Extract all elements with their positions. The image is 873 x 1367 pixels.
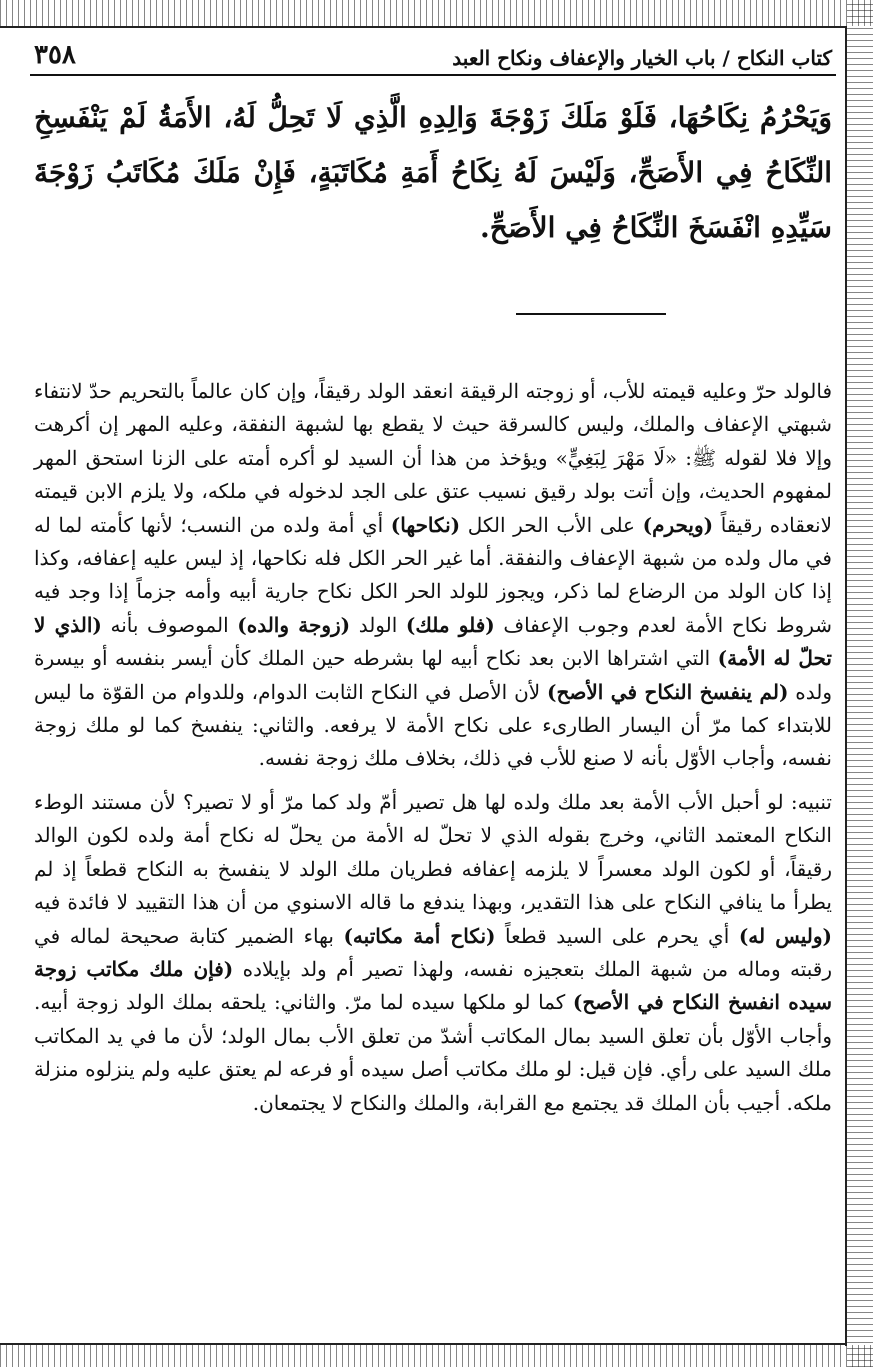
quoted-matn: (ويحرم) — [642, 512, 714, 537]
commentary-text: التي اشتراها الابن بعد نكاح أبيه لها بشرطه حين الملك كأن أيسر بنفسه أو بيسرة ولده — [34, 646, 832, 704]
commentary-text: الولد — [350, 612, 406, 637]
matn-text: وَيَحْرُمُ نِكَاحُهَا، فَلَوْ مَلَكَ زَوْجَةَ وَالِدِهِ الَّذِي لَا تَحِلُّ لَهُ، الأَمَةُ لَمْ يَنْفَسِخِ النِّكَاحُ فِي الأَصَحِّ، وَلَيْسَ لَهُ نِكَاحُ أَمَةِ مُكَاتَبَةٍ، فَإِنْ مَلَكَ مُكَاتَبُ زَوْجَةَ سَيِّدِهِ انْفَسَخَ النِّكَاحُ فِي الأَصَحِّ. — [34, 101, 832, 244]
decorative-border-right — [847, 0, 873, 1367]
footnote-separator — [516, 313, 666, 315]
commentary-text: تنبيه: لو أحبل الأب الأمة بعد ملك ولده لها هل تصير أمّ ولد كما مرّ أو لا تصير؟ لأن مستند الوطء النكاح المعتمد الثاني، وخرج بقوله الذي لا تحلّ له الأمة من يحلّ له نكاح أمة ولده لكون الوالد رقيقاً، أو لكون الولد معسراً لا يلزمه إعفافه فطريان ملك الولد لا ينفسخ به النكاح قطعاً إذ لم يطرأ ما ينافي النكاح على هذا التقدير، وبهذا يندفع ما قاله الاسنوي من أن هذا التقييد لا فائدة فيه — [34, 789, 833, 915]
quoted-matn: (نكاح أمة مكاتبه) — [343, 923, 496, 948]
quoted-matn: (نكاحها) — [390, 512, 461, 537]
chapter-title: كتاب النكاح / باب الخيار والإعفاف ونكاح العبد — [452, 46, 832, 70]
quoted-matn: (الذي لا تحلّ له الأمة) — [34, 612, 832, 671]
quoted-matn: (فلو ملك) — [405, 612, 495, 637]
commentary-text: بهاء الضمير كتابة صحيحة لماله في رقبته وماله من شبهة الملك بتعجيزه نفسه، ولهذا تصير أم ولد بإيلاده — [34, 923, 832, 981]
commentary-text: على الأب الحر الكل — [460, 512, 643, 537]
border-rule-bottom — [0, 1343, 847, 1345]
border-rule-right — [845, 26, 847, 1346]
document-page — [30, 28, 836, 1338]
commentary-text: فالولد حرّ وعليه قيمته للأب، أو زوجته الرقيقة انعقد الولد رقيقاً، وإن كان عالماً بالتحريم حدّ لانتفاء شبهتي الإعفاف والملك، وليس كالسرقة حيث لا يقطع بها لشبهة النفقة، وعليه المهر إن أكرهت وإلا فلا لقوله ﷺ: «لَا مَهْرَ لِبَغِيٍّ» ويؤخذ من هذا أن السيد لو أكره أمته على الزنا استحق المهر لمفهوم الحديث، وإن أتت بولد رقيق نسيب عتق على الجد لدخوله في ملكه، ولا يلزم الابن قيمته لانعقاده رقيقاً — [34, 379, 832, 537]
commentary-text: أي يحرم على السيد قطعاً — [495, 923, 739, 948]
quoted-matn: (زوجة والده) — [237, 612, 351, 637]
commentary-paragraph-2 — [34, 786, 832, 1120]
commentary-text: لأن الأصل في النكاح الثابت الدوام، وللدوام من القوّة ما ليس للابتداء كما مرّ أن اليسار الطارىء على نكاح الأمة لا يرفعه. والثاني: ينفسخ كما لو ملك زوجة نفسه، وأجاب الأوّل بأنه لا صنع للأب في ذلك، بخلاف ملك زوجة نفسه. — [34, 679, 832, 771]
commentary-paragraph-1 — [34, 375, 832, 776]
commentary-text: الموصوف بأنه — [101, 612, 238, 637]
commentary-text: أي أمة ولده من النسب؛ لأنها كأمته لما له في مال ولده من شبهة الإعفاف والنفقة. أما غير الحر الكل فله نكاحها، إذ ليس عليه إعفافه، وكذا إذا كان الولد من الرضاع لما ذكر، ويجوز للولد الحر الكل نكاح جارية أبيه وأمه جزماً إذا وجد فيه شروط نكاح الأمة لعدم وجوب الإعفاف — [34, 512, 832, 637]
quoted-matn: (فإن ملك مكاتب زوجة سيده انفسخ النكاح في الأصح) — [34, 956, 832, 1015]
decorative-border-bottom — [0, 1345, 873, 1367]
page-number: ٣٥٨ — [34, 40, 76, 70]
quoted-matn: (لم ينفسخ النكاح في الأصح) — [547, 679, 789, 704]
running-header — [30, 28, 836, 76]
decorative-border-top — [0, 0, 873, 26]
quoted-matn: (وليس له) — [738, 923, 832, 948]
commentary-text: كما لو ملكها سيده لما مرّ. والثاني: يلحقه بملك الولد زوجة أبيه. وأجاب الأوّل بأن تعلق السيد بمال المكاتب أشدّ من تعلق الأب بمال الولد؛ لأن ما في يد المكاتب ملك السيد على رأي. فإن قيل: لو ملك مكاتب أصل سيده أو فرعه لم يعتق عليه ولم ينزلوه منزلة ملكه. أجيب بأن الملك قد يجتمع مع القرابة، والملك والنكاح لا يجتمعان. — [34, 990, 833, 1115]
commentary — [30, 375, 836, 1120]
